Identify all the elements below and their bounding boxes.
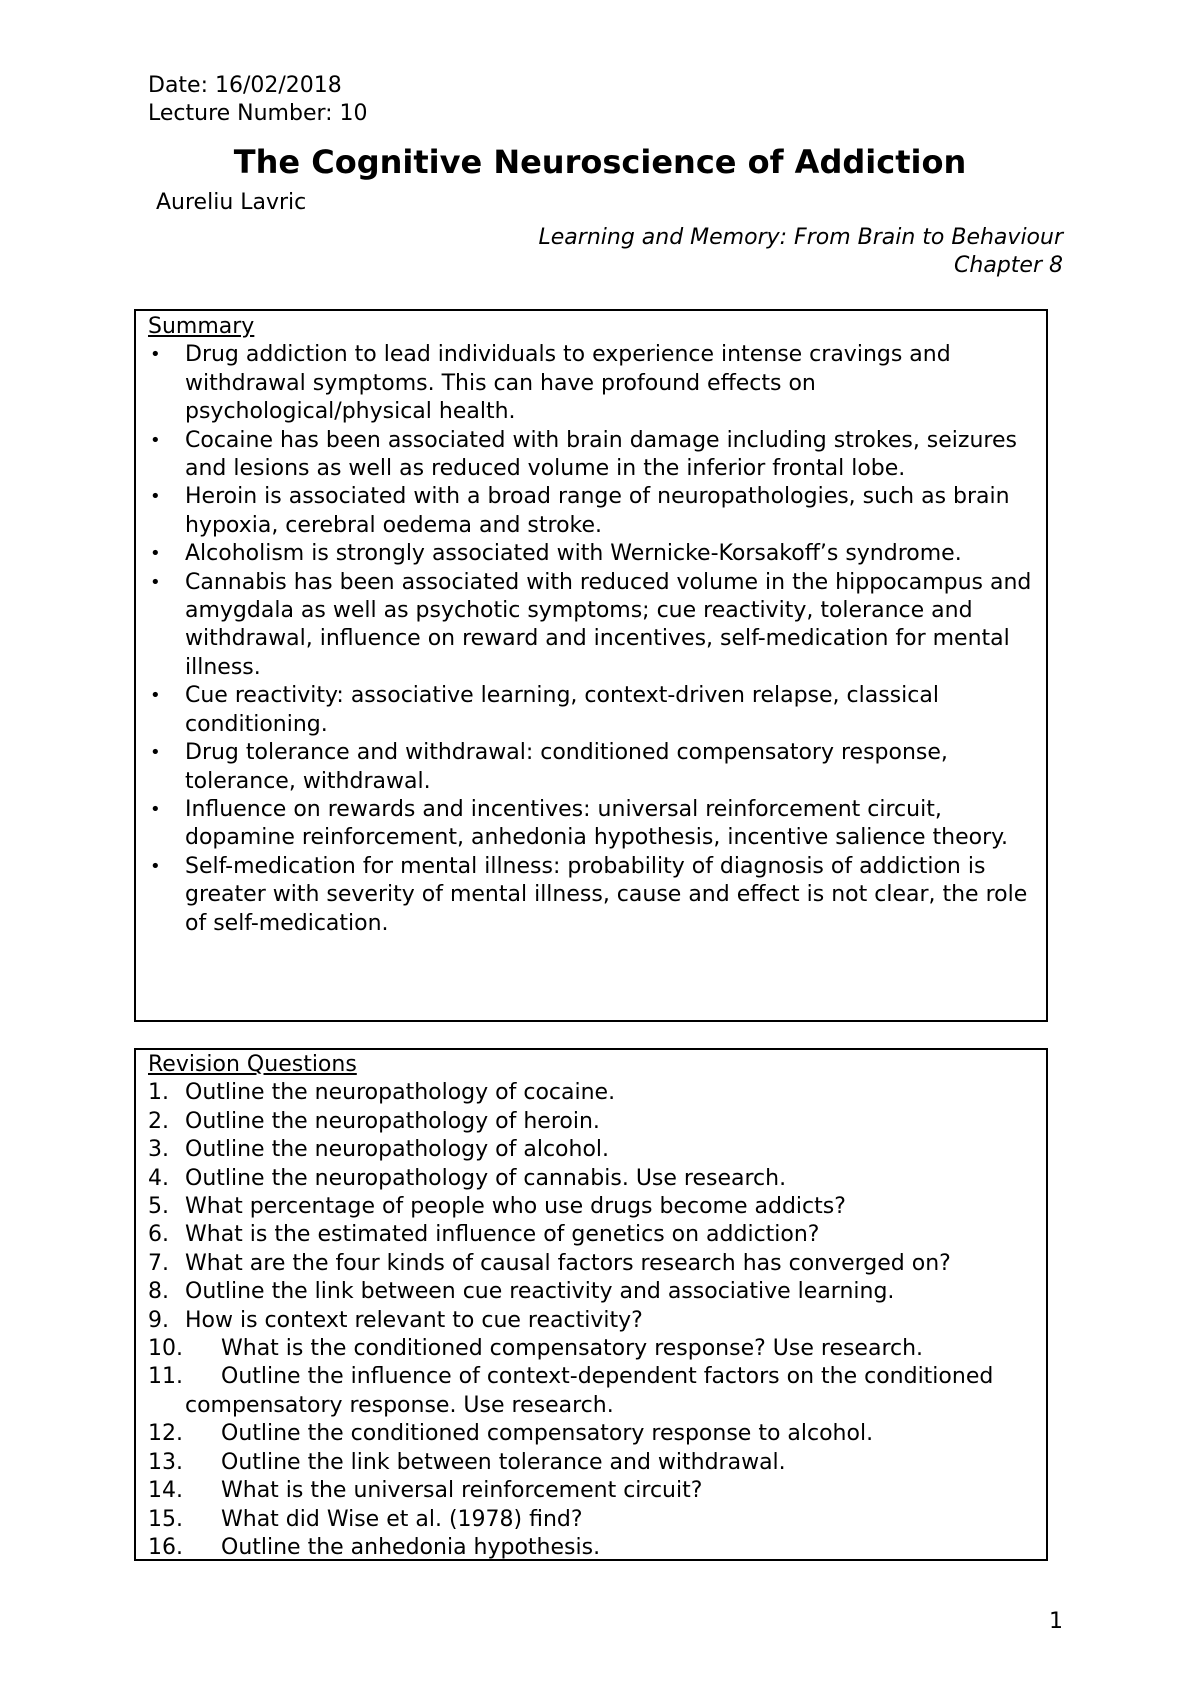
- question-text: Outline the neuropathology of cocaine.: [185, 1080, 616, 1106]
- summary-box: [134, 309, 1048, 1022]
- question-text: Outline the influence of context-dependent factors on the conditioned compensatory response. Use research.: [185, 1364, 994, 1418]
- question-number: 1.: [148, 1080, 169, 1106]
- question-text: What is the conditioned compensatory response? Use research.: [221, 1336, 924, 1362]
- summary-item-text: Heroin is associated with a broad range of neuropathologies, such as brain hypoxia, cerebral oedema and stroke.: [185, 484, 1010, 538]
- question-item: [148, 1534, 1036, 1562]
- question-item: [148, 1193, 1036, 1221]
- summary-item-text: Drug addiction to lead individuals to experience intense cravings and withdrawal symptoms. This can have profound effects on psychological/physical health.: [185, 342, 951, 425]
- question-number: 3.: [148, 1137, 169, 1163]
- summary-item: [148, 427, 1036, 484]
- page-number: 1: [1049, 1609, 1063, 1634]
- question-number: 5.: [148, 1194, 169, 1220]
- question-text: Outline the conditioned compensatory response to alcohol.: [221, 1421, 874, 1447]
- revision-questions-list: [148, 1079, 1036, 1562]
- date-line: Date: 16/02/2018: [148, 73, 342, 98]
- question-text: Outline the neuropathology of cannabis. Use research.: [185, 1165, 787, 1191]
- summary-item-text: Cocaine has been associated with brain damage including strokes, seizures and lesions as well as reduced volume in the inferior frontal lobe.: [185, 427, 1017, 482]
- question-number: 10.: [148, 1336, 183, 1362]
- question-number: 14.: [148, 1478, 183, 1504]
- question-text: Outline the anhedonia hypothesis.: [221, 1534, 601, 1560]
- summary-item: [148, 540, 1036, 568]
- bullet-icon: •: [150, 486, 161, 508]
- book-title: Learning and Memory: From Brain to Behaviour: [538, 225, 1063, 250]
- question-item: [148, 1307, 1036, 1335]
- question-item: [148, 1136, 1036, 1164]
- question-item: [148, 1221, 1036, 1249]
- summary-item-text: Cue reactivity: associative learning, context-driven relapse, classical conditioning.: [185, 683, 939, 737]
- question-item: [148, 1449, 1036, 1477]
- question-number: 8.: [148, 1279, 169, 1305]
- question-item: [148, 1079, 1036, 1107]
- question-text: Outline the neuropathology of alcohol.: [185, 1137, 610, 1163]
- bullet-icon: •: [150, 855, 161, 877]
- question-item: [148, 1506, 1036, 1534]
- summary-item: [148, 853, 1036, 938]
- revision-questions-heading: Revision Questions: [148, 1052, 357, 1077]
- summary-list: [148, 341, 1036, 938]
- summary-item: [148, 569, 1036, 683]
- book-chapter: Chapter 8: [954, 253, 1063, 278]
- bullet-icon: •: [150, 571, 161, 593]
- summary-item: [148, 739, 1036, 796]
- question-text: Outline the link between cue reactivity and associative learning.: [185, 1279, 895, 1305]
- summary-item: [148, 682, 1036, 739]
- bullet-icon: •: [150, 742, 161, 764]
- bullet-icon: •: [150, 685, 161, 707]
- summary-item-text: Self-medication for mental illness: probability of diagnosis of addiction is greater with severity of mental illness, cause and effect is not clear, the role of self-medication.: [185, 853, 1028, 936]
- question-text: What are the four kinds of causal factors research has converged on?: [185, 1250, 951, 1276]
- bullet-icon: •: [150, 543, 161, 565]
- question-text: How is context relevant to cue reactivity?: [185, 1307, 643, 1333]
- question-text: Outline the link between tolerance and withdrawal.: [221, 1449, 786, 1475]
- question-number: 15.: [148, 1506, 183, 1532]
- summary-item: [148, 796, 1036, 853]
- book-reference: [539, 224, 1064, 280]
- bullet-icon: •: [150, 429, 161, 451]
- author-name: Aureliu Lavric: [156, 190, 307, 215]
- summary-heading: Summary: [148, 314, 255, 339]
- question-text: Outline the neuropathology of heroin.: [185, 1108, 600, 1134]
- question-number: 12.: [148, 1421, 183, 1447]
- bullet-icon: •: [150, 798, 161, 820]
- question-item: [148, 1250, 1036, 1278]
- question-item: [148, 1363, 1036, 1420]
- question-number: 11.: [148, 1364, 183, 1390]
- question-item: [148, 1477, 1036, 1505]
- summary-item-text: Drug tolerance and withdrawal: conditioned compensatory response, tolerance, withdrawal.: [185, 740, 948, 794]
- question-item: [148, 1165, 1036, 1193]
- question-number: 13.: [148, 1449, 183, 1475]
- question-text: What did Wise et al. (1978) find?: [221, 1506, 583, 1532]
- question-number: 2.: [148, 1108, 169, 1134]
- question-item: [148, 1108, 1036, 1136]
- revision-questions-box: [134, 1048, 1048, 1561]
- question-text: What percentage of people who use drugs become addicts?: [185, 1194, 846, 1220]
- question-number: 16.: [148, 1534, 183, 1560]
- question-number: 4.: [148, 1165, 169, 1191]
- document-title: The Cognitive Neuroscience of Addiction: [233, 143, 967, 181]
- question-text: What is the universal reinforcement circuit?: [221, 1478, 703, 1504]
- summary-item: [148, 341, 1036, 426]
- question-number: 6.: [148, 1222, 169, 1248]
- question-text: What is the estimated influence of genetics on addiction?: [185, 1222, 820, 1248]
- summary-item-text: Alcoholism is strongly associated with Wernicke-Korsakoff’s syndrome.: [185, 541, 962, 567]
- summary-item: [148, 483, 1036, 540]
- question-number: 9.: [148, 1307, 169, 1333]
- question-item: [148, 1278, 1036, 1306]
- question-number: 7.: [148, 1250, 169, 1276]
- lecture-number-line: Lecture Number: 10: [148, 101, 368, 126]
- summary-item-text: Cannabis has been associated with reduced volume in the hippocampus and amygdala as well as psychotic symptoms; cue reactivity, tolerance and withdrawal, influence on reward and incentives, self-medication for mental illness.: [185, 569, 1032, 680]
- bullet-icon: •: [150, 344, 161, 366]
- summary-item-text: Influence on rewards and incentives: universal reinforcement circuit, dopamine reinforcement, anhedonia hypothesis, incentive salience theory.: [185, 796, 1009, 851]
- question-item: [148, 1420, 1036, 1448]
- question-item: [148, 1335, 1036, 1363]
